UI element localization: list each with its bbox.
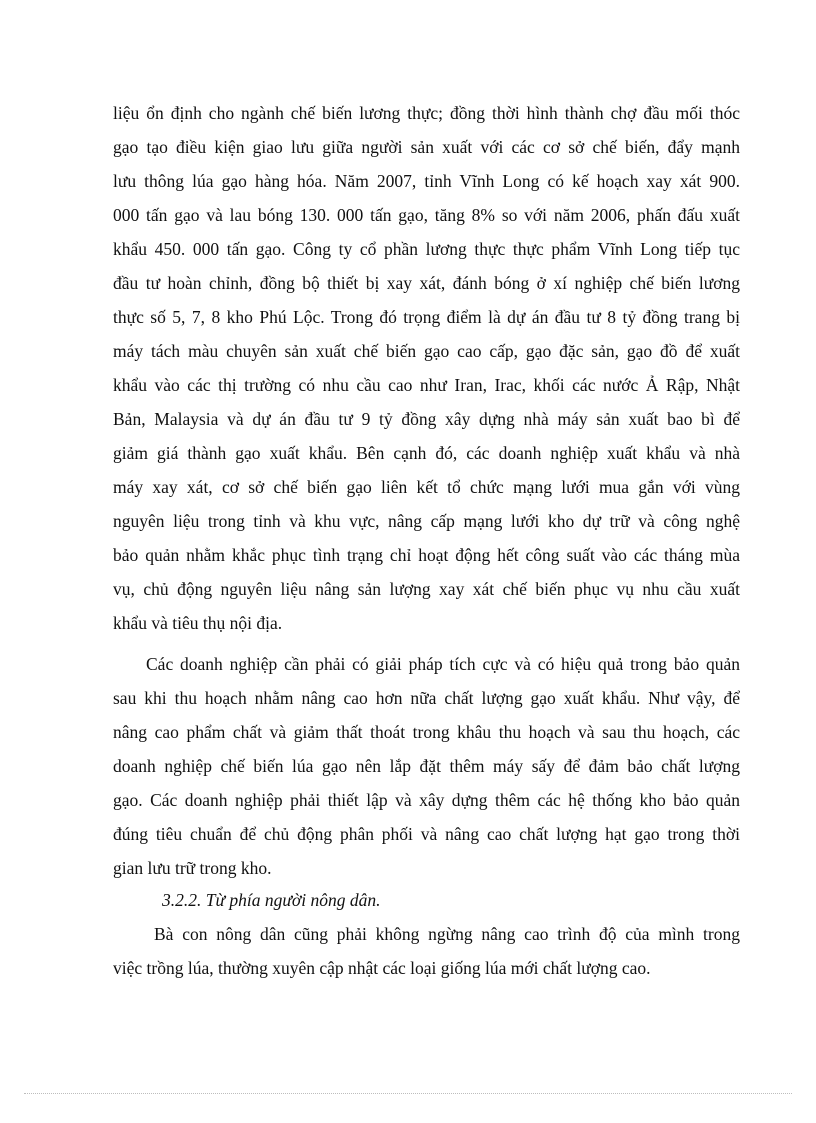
text-line: sau khi thu hoạch nhằm nâng cao hơn nữa chất lượng gạo xuất khẩu. Như vậy, để <box>113 688 740 708</box>
text-line: đầu tư hoàn chỉnh, đồng bộ thiết bị xay xát, đánh bóng ở xí nghiệp chế biến lương <box>113 273 740 293</box>
text-line: khẩu vào các thị trường có nhu cầu cao như Iran, Irac, khối các nước Ả Rập, Nhật <box>113 375 740 395</box>
section-heading <box>113 883 740 917</box>
text-line: vụ, chủ động nguyên liệu nâng sản lượng xay xát chế biến phục vụ nhu cầu xuất <box>113 579 740 599</box>
text-line: thực số 5, 7, 8 kho Phú Lộc. Trong đó trọng điểm là dự án đầu tư 8 tỷ đồng trang bị <box>113 307 740 327</box>
section-heading-text: 3.2.2. Từ phía người nông dân. <box>162 890 381 910</box>
text-line: đúng tiêu chuẩn để chủ động phân phối và nâng cao chất lượng hạt gạo trong thời <box>113 824 740 844</box>
text-line: 000 tấn gạo và lau bóng 130. 000 tấn gạo, tăng 8% so với năm 2006, phấn đấu xuất <box>113 205 740 225</box>
text-line: liệu ổn định cho ngành chế biến lương thực; đồng thời hình thành chợ đầu mối thóc <box>113 103 740 123</box>
text-line: Các doanh nghiệp cần phải có giải pháp tích cực và có hiệu quả trong bảo quản <box>146 654 740 674</box>
paragraph-rice-processing <box>113 96 740 640</box>
text-line: khẩu 450. 000 tấn gạo. Công ty cổ phần lương thực thực phẩm Vĩnh Long tiếp tục <box>113 239 740 259</box>
text-line: nguyên liệu trong tỉnh và khu vực, nâng cấp mạng lưới kho dự trữ và công nghệ <box>113 511 740 531</box>
text-line: gạo. Các doanh nghiệp phải thiết lập và xây dựng thêm các hệ thống kho bảo quản <box>113 790 740 810</box>
text-line: giảm giá thành gạo xuất khẩu. Bên cạnh đó, các doanh nghiệp xuất khẩu và nhà <box>113 443 740 463</box>
paragraph-farmers <box>113 917 740 985</box>
text-line: nâng cao phẩm chất và giảm thất thoát trong khâu thu hoạch và sau thu hoạch, các <box>113 722 740 742</box>
text-line: máy xay xát, cơ sở chế biến gạo liên kết tổ chức mạng lưới mua gắn với vùng <box>113 477 740 497</box>
text-line: Bà con nông dân cũng phải không ngừng nâng cao trình độ của mình trong <box>154 924 740 944</box>
paragraph-enterprise-solutions <box>113 647 740 885</box>
text-line: bảo quản nhằm khắc phục tình trạng chỉ hoạt động hết công suất vào các tháng mùa <box>113 545 740 565</box>
text-line: máy tách màu chuyên sản xuất chế biến gạo cao cấp, gạo đặc sản, gạo đồ để xuất <box>113 341 740 361</box>
text-line: doanh nghiệp chế biến lúa gạo nên lắp đặt thêm máy sấy để đảm bảo chất lượng <box>113 756 740 776</box>
text-line: gạo tạo điều kiện giao lưu giữa người sản xuất với các cơ sở chế biến, đẩy mạnh <box>113 137 740 157</box>
text-line: khẩu và tiêu thụ nội địa. <box>113 613 283 633</box>
text-line: gian lưu trữ trong kho. <box>113 858 272 878</box>
text-line: lưu thông lúa gạo hàng hóa. Năm 2007, tỉnh Vĩnh Long có kế hoạch xay xát 900. <box>113 171 740 191</box>
text-line: Bản, Malaysia và dự án đầu tư 9 tỷ đồng xây dựng nhà máy sản xuất bao bì để <box>113 409 740 429</box>
page-footer-divider <box>24 1093 792 1094</box>
text-line: việc trồng lúa, thường xuyên cập nhật các loại giống lúa mới chất lượng cao. <box>113 958 651 978</box>
